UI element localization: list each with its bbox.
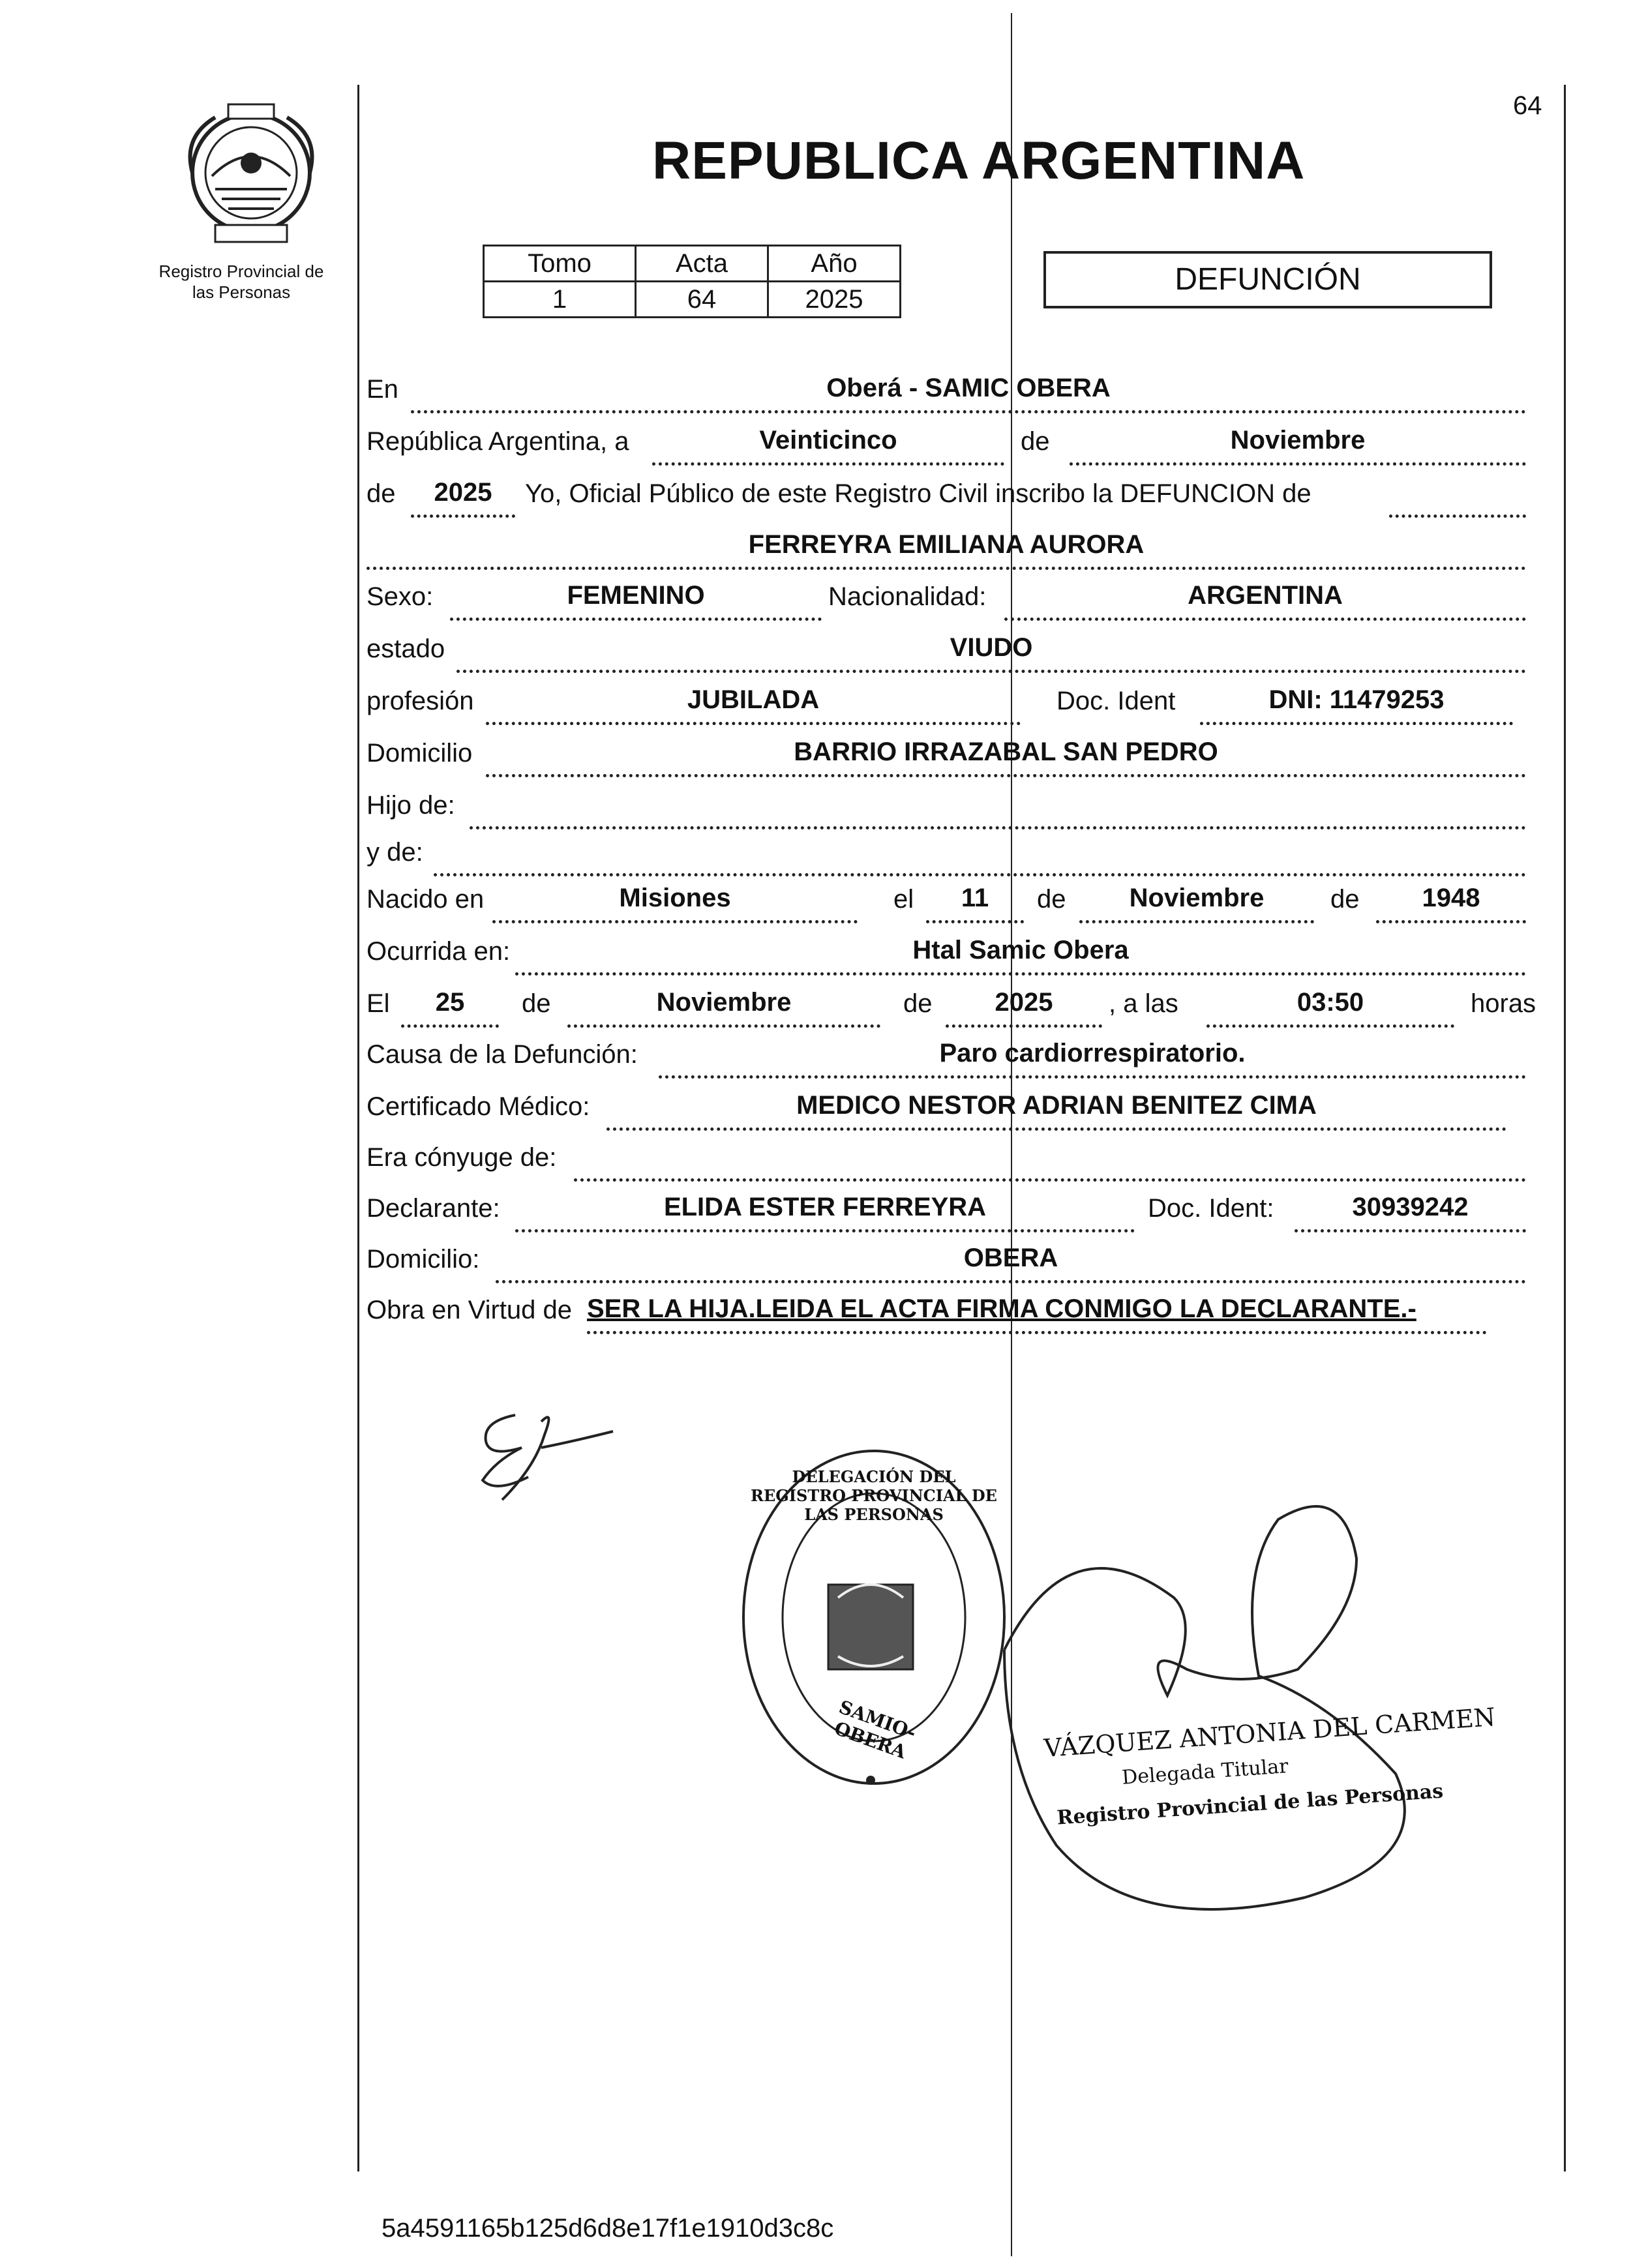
hijo-de-line bbox=[470, 790, 1526, 829]
doc-ident-label: Doc. Ident bbox=[1056, 687, 1176, 715]
republica-label: República Argentina, a bbox=[367, 427, 629, 456]
profesion-value: JUBILADA bbox=[486, 685, 1021, 725]
conyuge-line bbox=[574, 1142, 1526, 1182]
domicilio-label: Domicilio bbox=[367, 739, 473, 768]
registry-caption-line2: las Personas bbox=[192, 282, 291, 302]
a-las-label: , a las bbox=[1109, 989, 1178, 1018]
page-title: REPUBLICA ARGENTINA bbox=[652, 131, 1306, 190]
de-label-4: de bbox=[1330, 885, 1360, 914]
causa-label: Causa de la Defunción: bbox=[367, 1040, 638, 1069]
de-label-1: de bbox=[1021, 427, 1050, 456]
acta-value-tomo: 1 bbox=[484, 282, 636, 318]
death-year: 2025 bbox=[946, 988, 1102, 1028]
acta-value-anio: 2025 bbox=[768, 282, 901, 318]
sexo-value: FEMENINO bbox=[450, 581, 822, 621]
certificado-label: Certificado Médico: bbox=[367, 1092, 590, 1121]
el-label: el bbox=[893, 885, 914, 914]
registration-year: 2025 bbox=[411, 478, 515, 518]
acta-value-acta: 64 bbox=[636, 282, 768, 318]
official-stamp bbox=[730, 1441, 1017, 1806]
de-label-6: de bbox=[903, 989, 933, 1018]
doc-ident-value: DNI: 11479253 bbox=[1200, 685, 1513, 725]
left-margin-line bbox=[357, 85, 359, 2171]
doc-ident-value-2: 30939242 bbox=[1295, 1193, 1526, 1232]
death-month: Noviembre bbox=[567, 988, 880, 1028]
acta-table-header-row bbox=[484, 246, 901, 282]
domicilio2-value: OBERA bbox=[496, 1244, 1526, 1283]
oficial-statement: Yo, Oficial Público de este Registro Civil inscribo la DEFUNCION de bbox=[525, 479, 1311, 508]
ocurrida-label: Ocurrida en: bbox=[367, 937, 511, 966]
en-label: En bbox=[367, 375, 398, 404]
y-de-label: y de: bbox=[367, 838, 423, 867]
certificado-value: MEDICO NESTOR ADRIAN BENITEZ CIMA bbox=[607, 1091, 1506, 1131]
de-label-5: de bbox=[522, 989, 551, 1018]
oficial-trailing-line bbox=[1389, 478, 1526, 518]
stamp-ring-text: DELEGACIÓN DEL REGISTRO PROVINCIAL DE LAS PERSONAS bbox=[751, 1467, 997, 1524]
y-de-line bbox=[434, 837, 1526, 876]
hijo-de-label: Hijo de: bbox=[367, 791, 455, 820]
acta-header-tomo: Tomo bbox=[484, 246, 636, 282]
registry-logo bbox=[176, 98, 326, 248]
stamp-inner-text: SAMIO-OBERA bbox=[831, 1695, 920, 1763]
nacido-label: Nacido en bbox=[367, 885, 485, 914]
domicilio-value: BARRIO IRRAZABAL SAN PEDRO bbox=[486, 738, 1526, 777]
death-day: 25 bbox=[401, 988, 499, 1028]
official-office: Registro Provincial de las Personas bbox=[1056, 1780, 1445, 1830]
official-name: VÁZQUEZ ANTONIA DEL CARMEN bbox=[1043, 1702, 1497, 1763]
nacionalidad-label: Nacionalidad: bbox=[828, 582, 987, 611]
registry-caption-line1: Registro Provincial de bbox=[158, 261, 324, 281]
de-label-3: de bbox=[1037, 885, 1066, 914]
official-title: Delegada Titular bbox=[1121, 1755, 1289, 1789]
acta-header-acta: Acta bbox=[636, 246, 768, 282]
el-label-2: El bbox=[367, 989, 390, 1018]
nacionalidad-value: ARGENTINA bbox=[1004, 581, 1526, 621]
causa-value: Paro cardiorrespiratorio. bbox=[659, 1039, 1526, 1079]
registry-caption bbox=[130, 261, 352, 303]
obra-label: Obra en Virtud de bbox=[367, 1296, 573, 1324]
domicilio2-label: Domicilio: bbox=[367, 1245, 480, 1274]
death-time: 03:50 bbox=[1206, 988, 1454, 1028]
sexo-label: Sexo: bbox=[367, 582, 434, 611]
birth-month: Noviembre bbox=[1079, 884, 1314, 923]
misiones-seal-icon bbox=[176, 98, 326, 248]
profesion-label: profesión bbox=[367, 687, 474, 715]
ocurrida-value: Htal Samic Obera bbox=[515, 936, 1526, 976]
official-signature-icon bbox=[991, 1480, 1461, 1937]
acta-table-value-row bbox=[484, 282, 901, 318]
estado-value: VIUDO bbox=[457, 633, 1526, 673]
birth-day: 11 bbox=[926, 884, 1024, 923]
horas-label: horas bbox=[1471, 989, 1536, 1018]
acta-table bbox=[483, 245, 901, 318]
death-month-text: Noviembre bbox=[1070, 426, 1526, 466]
declarante-value: ELIDA ESTER FERREYRA bbox=[515, 1193, 1135, 1232]
nacido-value: Misiones bbox=[492, 884, 858, 923]
estado-label: estado bbox=[367, 634, 445, 663]
page-number: 64 bbox=[1513, 91, 1542, 120]
en-value: Oberá - SAMIC OBERA bbox=[411, 374, 1526, 413]
document-hash: 5a4591165b125d6d8e17f1e1910d3c8c bbox=[382, 2214, 834, 2243]
document-type-box: DEFUNCIÓN bbox=[1043, 251, 1492, 308]
birth-year: 1948 bbox=[1376, 884, 1526, 923]
de-label-2: de bbox=[367, 479, 396, 508]
right-margin-line bbox=[1564, 85, 1566, 2171]
declarante-label: Declarante: bbox=[367, 1194, 500, 1223]
declarant-signature-icon bbox=[457, 1395, 626, 1513]
doc-ident-label-2: Doc. Ident: bbox=[1148, 1194, 1274, 1223]
obra-value: SER LA HIJA.LEIDA EL ACTA FIRMA CONMIGO LA DECLARANTE.- bbox=[587, 1294, 1487, 1334]
deceased-name: FERREYRA EMILIANA AURORA bbox=[367, 530, 1526, 570]
death-day-text: Veinticinco bbox=[652, 426, 1004, 466]
acta-header-anio: Año bbox=[768, 246, 901, 282]
conyuge-label: Era cónyuge de: bbox=[367, 1143, 557, 1172]
